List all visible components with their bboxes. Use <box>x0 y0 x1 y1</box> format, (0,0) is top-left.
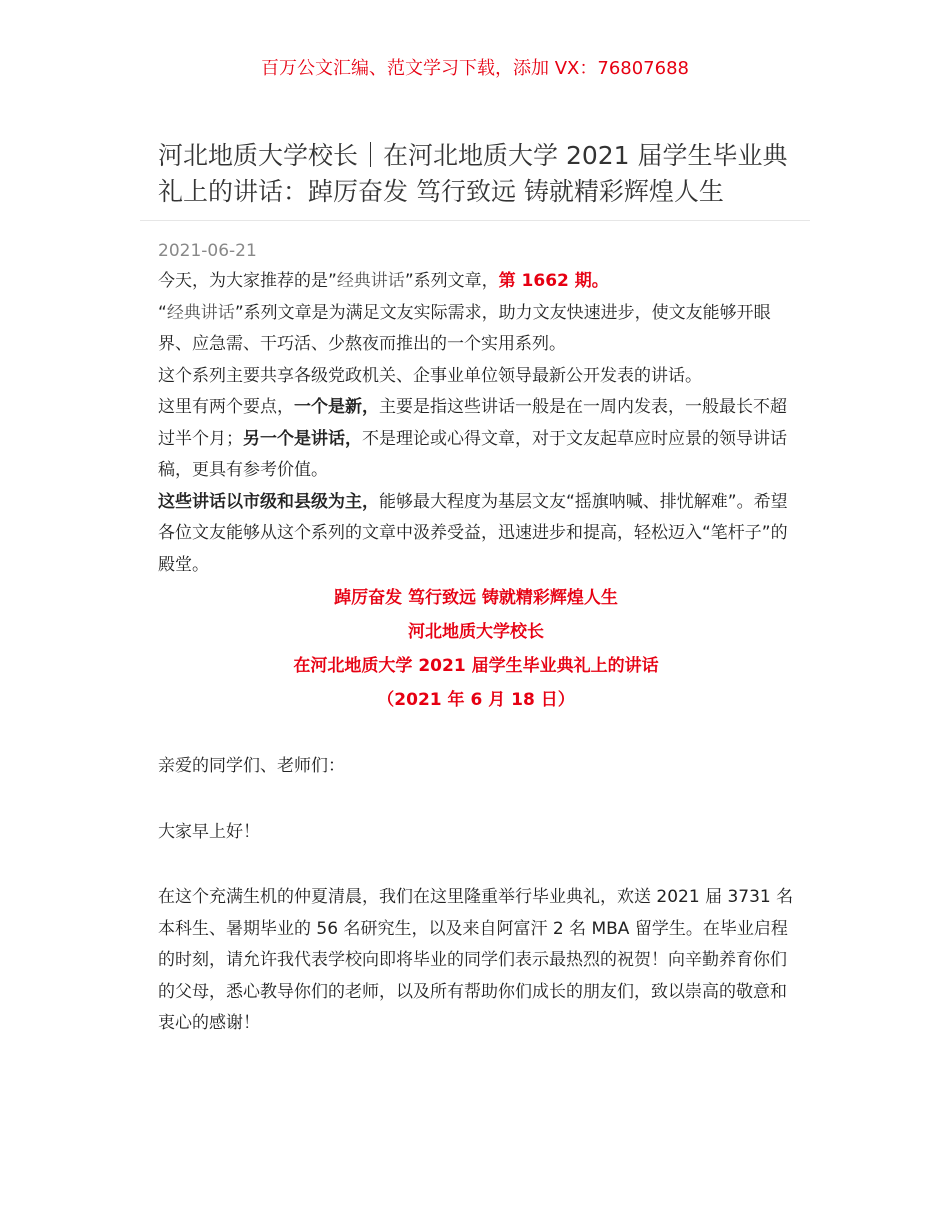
key-point-level: 这些讲话以市级和县级为主， <box>158 491 379 512</box>
speech-greeting: 亲爱的同学们、老师们： <box>158 756 345 776</box>
intro-text: ”系列文章， <box>404 271 499 291</box>
intro-text: “ <box>158 302 167 323</box>
speech-occasion: 在河北地质大学 2021 届学生毕业典礼上的讲话 <box>293 656 659 676</box>
key-point-new: 一个是新， <box>294 397 379 417</box>
spacer <box>158 783 794 817</box>
spacer <box>158 848 794 882</box>
intro-paragraph-2 <box>158 298 794 361</box>
intro-paragraph-1 <box>158 266 794 298</box>
article-title: 河北地质大学校长｜在河北地质大学 2021 届学生毕业典礼上的讲话：踔厉奋发 笃行致远 铸就精彩辉煌人生 <box>158 141 788 206</box>
key-point-speech: 另一个是讲话， <box>243 428 362 449</box>
intro-text: 主要是指这些讲话一般是在一周内发表，一般最长不超过半个月； <box>158 397 787 449</box>
intro-paragraph-5 <box>158 487 794 582</box>
publish-date: 2021-06-21 <box>158 241 257 261</box>
intro-paragraph-4 <box>158 392 794 487</box>
speech-date: （2021 年 6 月 18 日） <box>377 690 575 710</box>
speech-subtitle: 踔厉奋发 笃行致远 铸就精彩辉煌人生 <box>334 588 618 608</box>
intro-text: 今天，为大家推荐的是” <box>158 271 337 291</box>
promo-banner: 百万公文汇编、范文学习下载，添加 VX：76807688 <box>261 58 689 79</box>
title-divider <box>140 220 810 221</box>
speaker-title: 河北地质大学校长 <box>408 622 544 642</box>
speech-morning: 大家早上好！ <box>158 821 260 842</box>
intro-text: ”系列文章是为满足文友实际需求，助力文友快速进步，使文友能够开眼界、应急需、干巧活、少熬夜而推出的一个实用系列。 <box>158 302 771 354</box>
speech-header <box>158 581 794 717</box>
intro-text: 能够最大程度为基层文友“摇旗呐喊、排忧解难”。希望各位文友能够从这个系列的文章中汲养受益，迅速进步和提高，轻松迈入“笔杆子”的殿堂。 <box>158 491 788 575</box>
intro-text: 不是理论或心得文章，对于文友起草应时应景的领导讲话稿，更具有参考价值。 <box>158 428 787 480</box>
spacer <box>158 717 794 751</box>
intro-paragraph-3: 这个系列主要共享各级党政机关、企事业单位领导最新公开发表的讲话。 <box>158 365 702 386</box>
intro-text: 这里有两个要点， <box>158 397 294 417</box>
article-body <box>158 266 794 1040</box>
series-name: 经典讲话 <box>336 271 405 291</box>
series-name: 经典讲话 <box>166 302 235 323</box>
issue-number: 第 1662 期。 <box>498 271 609 291</box>
speech-paragraph-1: 在这个充满生机的仲夏清晨，我们在这里隆重举行毕业典礼，欢送 2021 届 3731 名本科生、暑期毕业的 56 名研究生，以及来自阿富汗 2 名 MBA 留学生。在毕业启程的时刻，请允许我代表学校向即将毕业的同学们表示最热烈的祝贺！向辛勤养育你们的父母，悉心教导你们的老师，以及所有帮助你们成长的朋友们，致以崇高的敬意和衷心的感谢！ <box>158 887 794 1033</box>
